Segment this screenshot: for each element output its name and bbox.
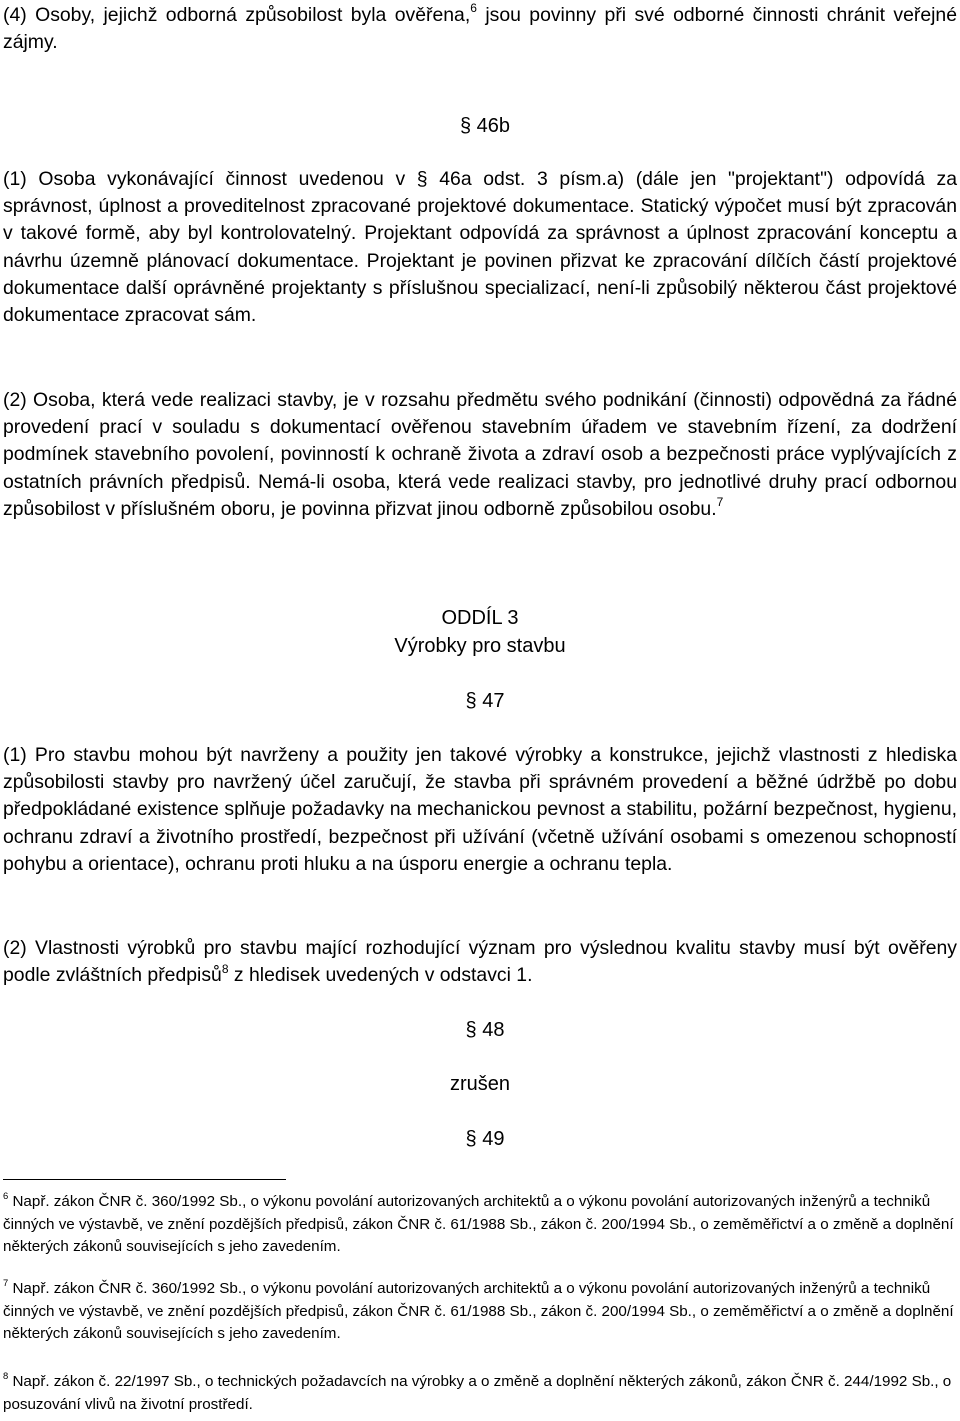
paragraph-47-1: (1) Pro stavbu mohou být navrženy a použity jen takové výrobky a konstrukce, jejichž vlastnosti z hlediska způsobilosti stavby pro navržený účel zaručují, že stavba při správném provedení a běžné údržbě po dobu předpokládané existence splňuje požadavky na mechanickou pevnost a stabilitu, požární bezpečnost, hygienu, ochranu zdraví a životního prostředí, bezpečnost při užívání (včetně užívání osobami s omezenou schopností pohybu a orientace), ochranu proti hluku a na úsporu energie a ochranu tepla. [3,744,957,875]
paragraph-text: (2) Osoba, která vede realizaci stavby, je v rozsahu předmětu svého podnikání (činnosti) odpovědná za řádné provedení prací v souladu s dokumentací ověřenou stavebním úřadem ve stavebním řízení, za dodržení podmínek stavebního povolení, povinností k ochraně života a zdraví osob a bezpečnosti práce vyplývajících z ostatních právních předpisů. Nemá-li osoba, která vede realizaci stavby, pro jednotlivé druhy prací odbornou způsobilost v příslušném oboru, je povinna přizvat jinou odborně způsobilou osobu. [3,389,957,520]
footnote-number: 8 [3,1370,9,1381]
footnote-6 [3,1191,960,1259]
paragraph-46b-1: (1) Osoba vykonávající činnost uvedenou v § 46a odst. 3 písm.a) (dále jen "projektant") odpovídá za správnost, úplnost a proveditelnost zpracované projektové dokumentace. Statický výpočet musí být zpracován v takové formě, aby byl kontrolovatelný. Projektant odpovídá za správnost a úplnost zpracování konceptu a návrhu územně plánovací dokumentace. Projektant je povinen přizvat ke zpracování dílčích částí projektové dokumentace další oprávněné projektanty s příslušnou specializací, není-li způsobilý některou část projektové dokumentace zpracovat sám. [3,168,957,327]
footnote-ref-7[interactable]: 7 [716,495,724,510]
paragraph-text: jsou povinny při své odborné činnosti chránit veřejné zájmy. [3,4,957,54]
division-subtitle: Výrobky pro stavbu [394,635,566,657]
footnote-text: Např. zákon ČNR č. 360/1992 Sb., o výkonu povolání autorizovaných architektů a o výkonu povolání autorizovaných inženýrů a techniků činných ve výstavbě, ve znění pozdějších předpisů, zákon ČNR č. 61/1988 Sb., zákon č. 200/1994 Sb., o zeměměřictví a o změně a doplnění některých zákonů souvisejících s jeho zavedením. [3,1193,954,1256]
section-status: zrušen [449,1073,511,1095]
section-heading-46b: § 46b [459,115,511,137]
footnote-text: Např. zákon ČNR č. 360/1992 Sb., o výkonu povolání autorizovaných architektů a o výkonu povolání autorizovaných inženýrů a techniků činných ve výstavbě, ve znění pozdějších předpisů, zákon ČNR č. 61/1988 Sb., zákon č. 200/1994 Sb., o zeměměřictví a o změně a doplnění některých zákonů souvisejících s jeho zavedením. [3,1280,954,1343]
footnote-8 [3,1371,960,1416]
paragraph-text: (2) Vlastnosti výrobků pro stavbu mající rozhodující význam pro výslednou kvalitu stavby musí být ověřeny podle zvláštních předpisů [3,937,957,987]
footnote-ref-6[interactable]: 6 [470,1,477,16]
section-heading-48: § 48 [465,1019,505,1041]
footnote-separator [3,1179,286,1180]
footnote-number: 6 [3,1190,9,1201]
section-heading-49: § 49 [465,1128,505,1150]
footnote-ref-8[interactable]: 8 [221,961,229,976]
paragraph-47-2 [3,935,957,989]
footnote-text: Např. zákon č. 22/1997 Sb., o technických požadavcích na výrobky a o změně a doplnění některých zákonů, zákon ČNR č. 244/1992 Sb., o posuzování vlivů na životní prostředí. [3,1373,952,1413]
footnote-number: 7 [3,1277,9,1288]
paragraph-46a-4 [3,2,957,56]
paragraph-text: z hledisek uvedených v odstavci 1. [228,964,533,987]
section-heading-47: § 47 [465,690,505,712]
division-title: ODDÍL 3 [441,607,519,629]
paragraph-text: (4) Osoby, jejichž odborná způsobilost byla ověřena, [3,4,471,26]
paragraph-46b-2 [3,387,957,523]
footnote-7 [3,1278,960,1346]
